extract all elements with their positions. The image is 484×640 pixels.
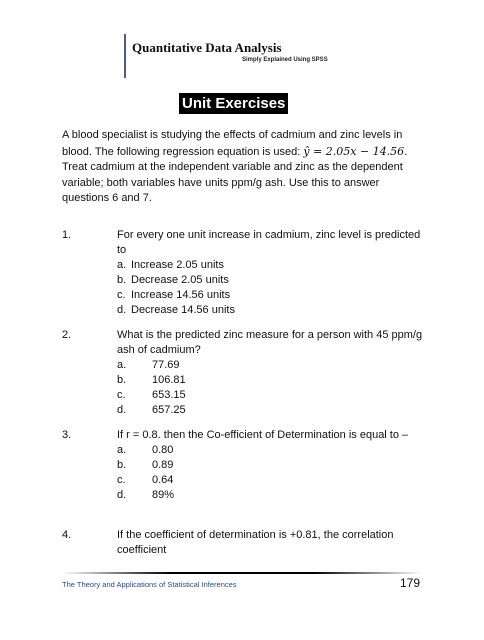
question-1 xyxy=(62,228,432,318)
book-title: Quantitative Data Analysis xyxy=(132,40,282,55)
option-b: b. 106.81 xyxy=(117,374,186,386)
intro-paragraph xyxy=(62,128,422,207)
footer-book-title: The Theory and Applications of Statistical Inferences xyxy=(62,580,237,589)
option-d: d. 657.25 xyxy=(117,404,186,416)
book-subtitle: Simply Explained Using SPSS xyxy=(242,57,328,63)
option-c: c. Increase 14.56 units xyxy=(117,289,231,301)
option-list xyxy=(117,443,432,503)
option-c: c. 653.15 xyxy=(117,389,186,401)
question-text: If the coefficient of determination is +0.81, the correlation coefficient xyxy=(117,529,394,556)
question-number: 1. xyxy=(62,229,72,241)
regression-equation: ŷ = 2.05x − 14.56 xyxy=(303,144,405,158)
option-b: b. Decrease 2.05 units xyxy=(117,274,229,286)
section-title: Unit Exercises xyxy=(179,93,288,114)
question-text: For every one unit increase in cadmium, zinc level is predicted to xyxy=(117,229,421,256)
question-text: If r = 0.8. then the Co-efficient of Determination is equal to – xyxy=(117,429,409,441)
intro-text-part1: A blood specialist is studying the effects of cadmium and zinc levels in blood. The following regression equation is used: xyxy=(62,129,403,158)
option-list xyxy=(117,358,432,418)
question-number: 2. xyxy=(62,329,72,341)
option-d: d. Decrease 14.56 units xyxy=(117,304,235,316)
option-d: d. 89% xyxy=(117,489,175,501)
option-b: b. 0.89 xyxy=(117,459,174,471)
option-a: a. 77.69 xyxy=(117,359,180,371)
page-number: 179 xyxy=(400,576,421,590)
option-c: c. 0.64 xyxy=(117,474,174,486)
question-3 xyxy=(62,428,432,503)
question-2 xyxy=(62,328,432,418)
header-rule xyxy=(124,34,126,78)
intro-text-part2: . Treat cadmium at the independent variable and zinc as the dependent variable; both variables have units ppm/g ash. Use this to answer questions 6 and 7. xyxy=(62,145,408,204)
question-4 xyxy=(62,528,432,558)
question-number: 3. xyxy=(62,429,72,441)
option-a: a. 0.80 xyxy=(117,444,174,456)
question-number: 4. xyxy=(62,529,72,541)
option-a: a. Increase 2.05 units xyxy=(117,259,224,271)
option-list xyxy=(117,258,432,318)
question-text: What is the predicted zinc measure for a person with 45 ppm/g ash of cadmium? xyxy=(117,329,423,356)
footer-rule xyxy=(62,572,422,574)
